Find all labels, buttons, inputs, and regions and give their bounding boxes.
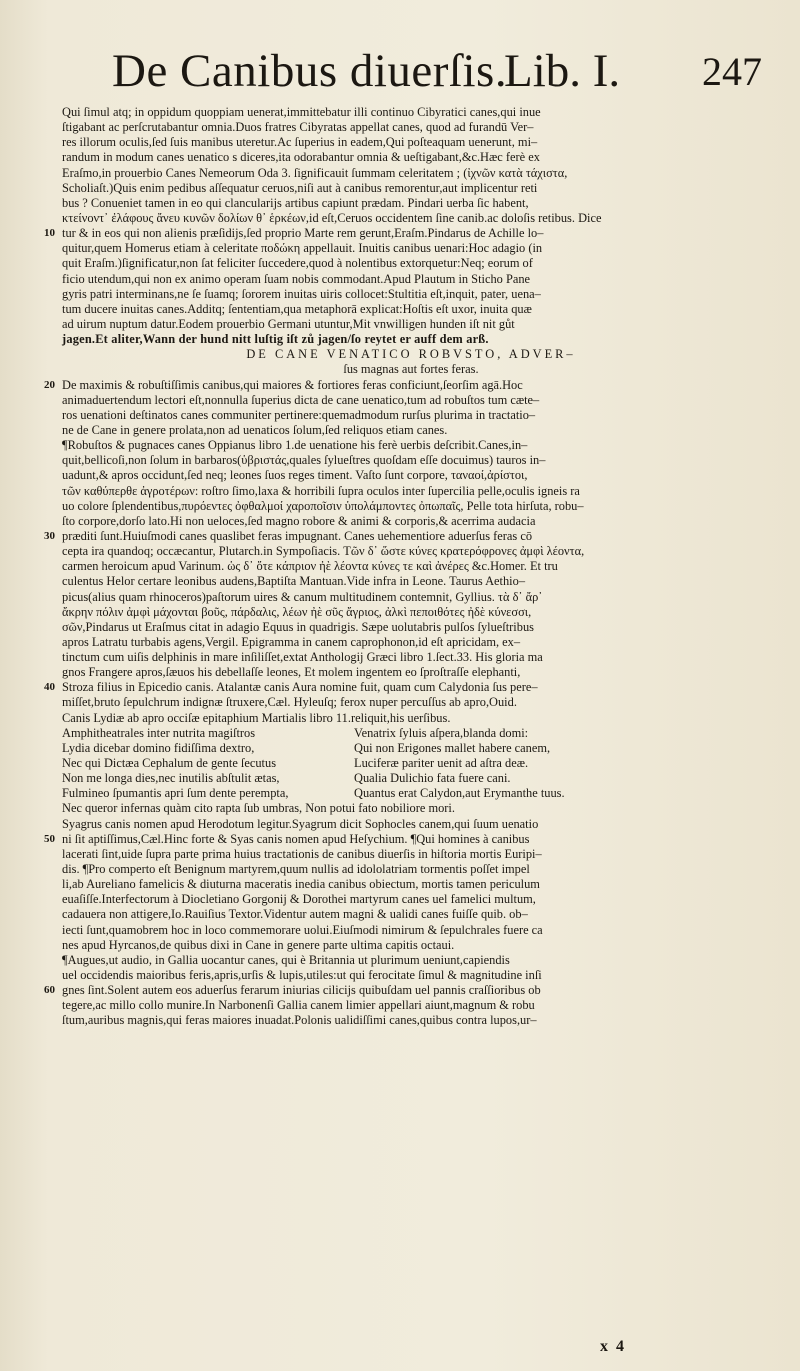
line-text: gnos Frangere apros,ſæuos his debellaſſe leones, Et molem ingentem eo ſproſtraſſe elephanti, [62, 665, 521, 680]
text-line [44, 256, 760, 271]
line-text: Eraſmo,in prouerbio Canes Nemeorum Oda 3. ſignificauit ſummam celeritatem ; (ἰχνῶν κατὰ τάχιστα, [62, 165, 568, 180]
line-text: dis. ¶Pro comperto eſt Benignum martyrem,quum nullis ad idololatriam tormentis poſſet impel [62, 862, 530, 877]
text-line [44, 423, 760, 438]
text-line [44, 923, 760, 938]
line-text: De maximis & robuſtiſſimis canibus,qui maiores & fortiores feras conficiunt,ſeorſim agā.Hoc [62, 377, 523, 392]
line-text: tegere,ac millo collo munire.In Narbonenſi Gallia canem limier appellari aiunt,magnum & robu [62, 998, 535, 1013]
text-line [44, 590, 760, 605]
line-text: quit,bellicoſi,non ſolum in barbaros(ὑβριστάς,quales ſylueſtres quoſdam eſſe docuimus) tauros in– [62, 453, 546, 468]
text-line [44, 150, 760, 165]
text-line [44, 862, 760, 877]
line-text: Syagrus canis nomen apud Herodotum legitur.Syagrum dicit Sophocles canem,qui ſuum uenatio [62, 816, 539, 831]
line-text: quitur,quem Homerus etiam à celeritate ποδώκη appellauit. Inuitis canibus uenari:Hoc adagio (in [62, 241, 543, 256]
text-line [44, 892, 760, 907]
text-line [44, 468, 760, 483]
line-text: præditi ſunt.Huiuſmodi canes quaslibet feras impugnant. Canes uehementiore aduerſus feras cō [62, 528, 533, 543]
text-line [44, 680, 760, 695]
line-text: uel occidendis maioribus feris,apris,urſis & lupis,utiles:ut qui ferocitate ſimul & magnitudine inſi [62, 968, 542, 983]
text-line [44, 998, 760, 1013]
text-line [44, 181, 760, 196]
text-line [44, 120, 760, 135]
book-number: Lib. I. [504, 45, 621, 97]
line-text: Canis Lydiæ ab apro occiſæ epitaphium Martialis libro 11.reliquit,his uerſibus. [62, 710, 451, 725]
line-text: picus(alius quam rhinoceros)paſtorum uires & canum multitudinem contemnit, Gyllius. τὰ δ᾽ ἄρ᾽ [62, 589, 543, 604]
body-text [44, 105, 760, 1029]
text-line [44, 226, 760, 241]
text-line [44, 907, 760, 922]
line-text: culentus Helor certare leonibus audens,Baptiſta Mantuan.Vide infra in Leone. Taurus Aethio– [62, 574, 526, 589]
verse-left: Fulmineo ſpumantis apri ſum dente perempta, [62, 786, 289, 801]
line-text: res illorum oculis,ſed ſuis manibus uteretur.Ac ſuperius in eadem,Qui poſteaquam uenerunt, mi– [62, 135, 538, 150]
text-line [44, 1013, 760, 1028]
line-text: ſtum,auribus magnis,qui feras maiores inuadat.Polonis ualidiſſimi canes,quibus contra lupos,ur– [62, 1013, 537, 1028]
verse-line [44, 741, 760, 756]
line-text: ros uenationi deſtinatos canes communiter pertinere:quemadmodum rurſus plurima in tractatio– [62, 407, 536, 422]
text-line [44, 695, 760, 710]
text-line [44, 408, 760, 423]
text-line [44, 665, 760, 680]
text-line [44, 635, 760, 650]
section-subheading [44, 362, 760, 377]
verse-right: Qualia Dulichio fata fuere cani. [354, 771, 511, 786]
line-text: euaſiſſe.Interfectorum à Diocletiano Gorgonij & Dorothei martyrum canes uel famelici multum, [62, 892, 536, 907]
text-line [44, 650, 760, 665]
line-text: nes apud Hyrcanos,de quibus dixi in Cane in genere parte ultima capitis octaui. [62, 937, 455, 952]
text-line [44, 317, 760, 332]
page-header [64, 44, 764, 104]
text-line [44, 378, 760, 393]
line-text: ad uirum nuptum datur.Eodem prouerbio Germani utuntur,Mit vnwilligen hunden iſt nit gůt [62, 316, 515, 331]
text-line [44, 983, 760, 998]
line-text: cepta ira quandoq; occæcantur, Plutarch.in Sympoſiacis. Τῶν δ᾽ ὥστε κύνες κρατερόφρονες ἀμφὶ λέοντα, [62, 544, 585, 559]
line-text: DE CANE VENATICO ROBVSTO, ADVER– [246, 347, 576, 362]
verse-line [44, 786, 760, 801]
line-text: randum in modum canes uenatico s diceres,ita odorabantur omnia & ueſtigabant,&c.Hæc ferè ex [62, 150, 540, 165]
line-text: quit Eraſm.)ſignificatur,non ſat feliciter ſuccedere,quod à nolentibus extorquetur:Neq; eorum of [62, 256, 533, 271]
text-line [44, 877, 760, 892]
text-line [44, 817, 760, 832]
verse-right: Qui non Erigones mallet habere canem, [354, 740, 551, 755]
text-line [44, 196, 760, 211]
line-text: tum ducere inuitas canes.Additq; ſententiam,qua metaphorā explicat:Hoſtis eſt uxor, inuita quæ [62, 301, 532, 316]
text-line [44, 847, 760, 862]
line-text: cadauera non attigere,Io.Rauiſius Textor.Videntur autem magni & ualidi canes fuiſſe quib. ob– [62, 907, 528, 922]
verse-line [44, 726, 760, 741]
line-text: lacerati ſint,uide ſupra parte prima huius tractationis de canibus diuerſis in hiſtoria mortis Euripi– [62, 846, 542, 861]
line-text: li,ab Aureliano famelicis & diuturna maceratis inedia canibus obiectum, mortis tamen periculum [62, 877, 540, 892]
line-text: ſto corpore,dorſo lato.Hi non ueloces,ſed magno robore & animi & corporis,& acerrima audacia [62, 513, 536, 528]
text-line [44, 938, 760, 953]
line-number: 30 [44, 529, 55, 542]
text-line [44, 832, 760, 847]
line-text: carmen heroicum apud Varinum. ὡς δ᾽ ὅτε κάπριον ἠὲ λέοντα κύνες τε καὶ ἀνέρες &c.Homer. Et tru [62, 559, 558, 574]
line-text: Qui ſimul atq; in oppidum quoppiam uenerat,immittebatur illi continuo Cibyratici canes,qui inue [62, 105, 541, 119]
line-text: jagen.Et aliter,Wann der hund nitt luſtig iſt zů jagen/ſo reytet er auff dem arß. [62, 332, 489, 347]
line-text: κτείνοντ᾽ ἐλάφους ἄνευ κυνῶν δολίων θ᾽ ἑρκέων,id eſt,Ceruos occidentem ſine canib.ac doloſis retibus. Dice [62, 210, 602, 225]
verse-left: Non me longa dies,nec inutilis abſtulit ætas, [62, 771, 280, 786]
line-text: gnes ſint.Solent autem eos aduerſus ferarum iniurias cilicijs quibuſdam uel pannis craſſioribus ob [62, 983, 541, 998]
line-text: tinctum cum uiſis delphinis in mare inſiliſſet,extat Anthologij Græci libro 1.ſect.33. His gloria ma [62, 650, 543, 665]
text-line [44, 544, 760, 559]
line-text: τῶν καθύπερθε ἀγροτέρων: roſtro ſimo,laxa & horribili ſupra oculos inter ſupercilia pelle,oculis igneis ra [62, 483, 580, 498]
line-text: uadunt,& apros occidunt,ſed neq; leones ſuos reges timent. Vaſto ſunt corpore, ταναοί,ἀρίστοι, [62, 468, 528, 483]
line-number: 10 [44, 227, 55, 240]
text-line [44, 529, 760, 544]
line-number: 60 [44, 984, 55, 997]
verse-line [44, 756, 760, 771]
line-number: 50 [44, 832, 55, 845]
line-text: uo colore ſplendentibus,πυρόεντες ὀφθαλμοί χαροποῖσιν ὑπολάμποντες ὀπωπαῖς, Pelle tota hirſuta, robu– [62, 498, 584, 513]
text-line [44, 211, 760, 226]
line-text: ἄκρην πόλιν ἀμφὶ μάχονται βοῦς, πάρδαλις, λέων ἠὲ σῦς ἄγριος, ἀλκὶ πεποιθότες ἠδὲ κύνεσσι, [62, 604, 532, 619]
verse-line [44, 771, 760, 786]
text-line [44, 968, 760, 983]
text-line [44, 953, 760, 968]
text-line [44, 105, 760, 120]
text-line [44, 711, 760, 726]
line-text: Stroza filius in Epicedio canis. Atalantæ canis Aura nomine fuit, quam cum Calydonia ſus pere– [62, 680, 538, 695]
text-line [44, 272, 760, 287]
text-line [44, 332, 760, 347]
text-line [44, 287, 760, 302]
verse-left: Amphitheatrales inter nutrita magiſtros [62, 725, 256, 740]
line-text: ¶Robuſtos & pugnaces canes Oppianus libro 1.de uenatione his ferè uerbis deſcribit.Canes,in– [62, 438, 528, 453]
line-text: ne de Cane in genere prolata,non ad uenaticos ſolum,ſed reliquos etiam canes. [62, 422, 448, 437]
line-text: ¶Augues,ut audio, in Gallia uocantur canes, qui è Britannia ut plurimum ueniunt,capiendis [62, 952, 510, 967]
verse-right: Venatrix ſyluis aſpera,blanda domi: [354, 725, 529, 740]
text-line [44, 499, 760, 514]
line-text: bus ? Conueniet tamen in eo qui clancularijs artibus capiunt prædam. Pindari uerba ſic habent, [62, 195, 529, 210]
text-line [44, 620, 760, 635]
line-number: 40 [44, 681, 55, 694]
page-number: 247 [702, 49, 762, 94]
text-line [44, 166, 760, 181]
text-line [44, 574, 760, 589]
text-line [44, 302, 760, 317]
signature-mark: x 4 [600, 1338, 626, 1355]
line-text: tur & in eos qui non alienis præſidijs,ſed proprio Marte rem gerunt,Eraſm.Pindarus de Achille lo– [62, 226, 544, 241]
text-line [44, 484, 760, 499]
text-line [44, 453, 760, 468]
text-line [44, 514, 760, 529]
line-text: gyris patri interminans,ne ſe ſuamq; ſororem inuitas uiris collocet:Stultitia eſt,inquit, pater, uena– [62, 286, 541, 301]
running-title: De Canibus diuerſis. [112, 45, 508, 97]
line-text: ſus magnas aut fortes feras. [343, 362, 479, 377]
verse-left: Nec qui Dictæa Cephalum de gente ſecutus [62, 756, 277, 771]
line-text: Nec queror infernas quàm cito rapta ſub umbras, Non potui fato nobiliore mori. [62, 801, 455, 816]
text-line [44, 393, 760, 408]
line-text: miſſet,bruto ſepulchrum indignæ ſtruxere,Cæl. Hyleuſq; ferox nuper percuſſus ab apro,Ouid. [62, 695, 517, 710]
text-line [44, 438, 760, 453]
line-text: ni ſit aptiſſimus,Cæl.Hinc forte & Syas canis nomen apud Heſychium. ¶Qui homines à canibus [62, 831, 530, 846]
line-text: ficio utendum,qui non ex animo operam ſuam nobis commodant.Apud Plautum in Sticho Pane [62, 271, 531, 286]
verse-right: Quantus erat Calydon,aut Erymanthe tuus. [354, 786, 565, 801]
section-heading [44, 347, 760, 362]
text-line [44, 605, 760, 620]
text-line [44, 801, 760, 816]
verse-right: Luciferæ pariter uenit ad aſtra deæ. [354, 756, 529, 771]
text-line [44, 241, 760, 256]
line-text: iecti ſunt,quamobrem hoc in loco commemorare uolui.Eiuſmodi nimirum & ſepulchrales fuere ca [62, 922, 543, 937]
text-line [44, 559, 760, 574]
line-number: 20 [44, 378, 55, 391]
line-text: Scholiaſt.)Quis enim pedibus aſſequatur ceruos,niſi aut à canibus remorentur,aut implicentur reti [62, 180, 538, 195]
line-text: ſtigabant ac perſcrutabantur omnia.Duos fratres Cibyratas appellat canes, quod ad furandū Ver– [62, 120, 534, 135]
line-text: animaduertendum lectori eſt,nonnulla ſuperius dicta de cane uenatico,tum ad robuſtos tum cæte– [62, 392, 540, 407]
line-text: apros Latratu turbabis agens,Vergil. Epigramma in canem caprophonon,id eſt apricidam, ex– [62, 634, 521, 649]
line-text: σῶν,Pindarus ut Eraſmus citat in adagio Equus in quadrigis. Sæpe uolutabris pulſos ſylueſtribus [62, 619, 534, 634]
verse-left: Lydia dicebar domino fidiſſima dextro, [62, 740, 255, 755]
text-line [44, 135, 760, 150]
